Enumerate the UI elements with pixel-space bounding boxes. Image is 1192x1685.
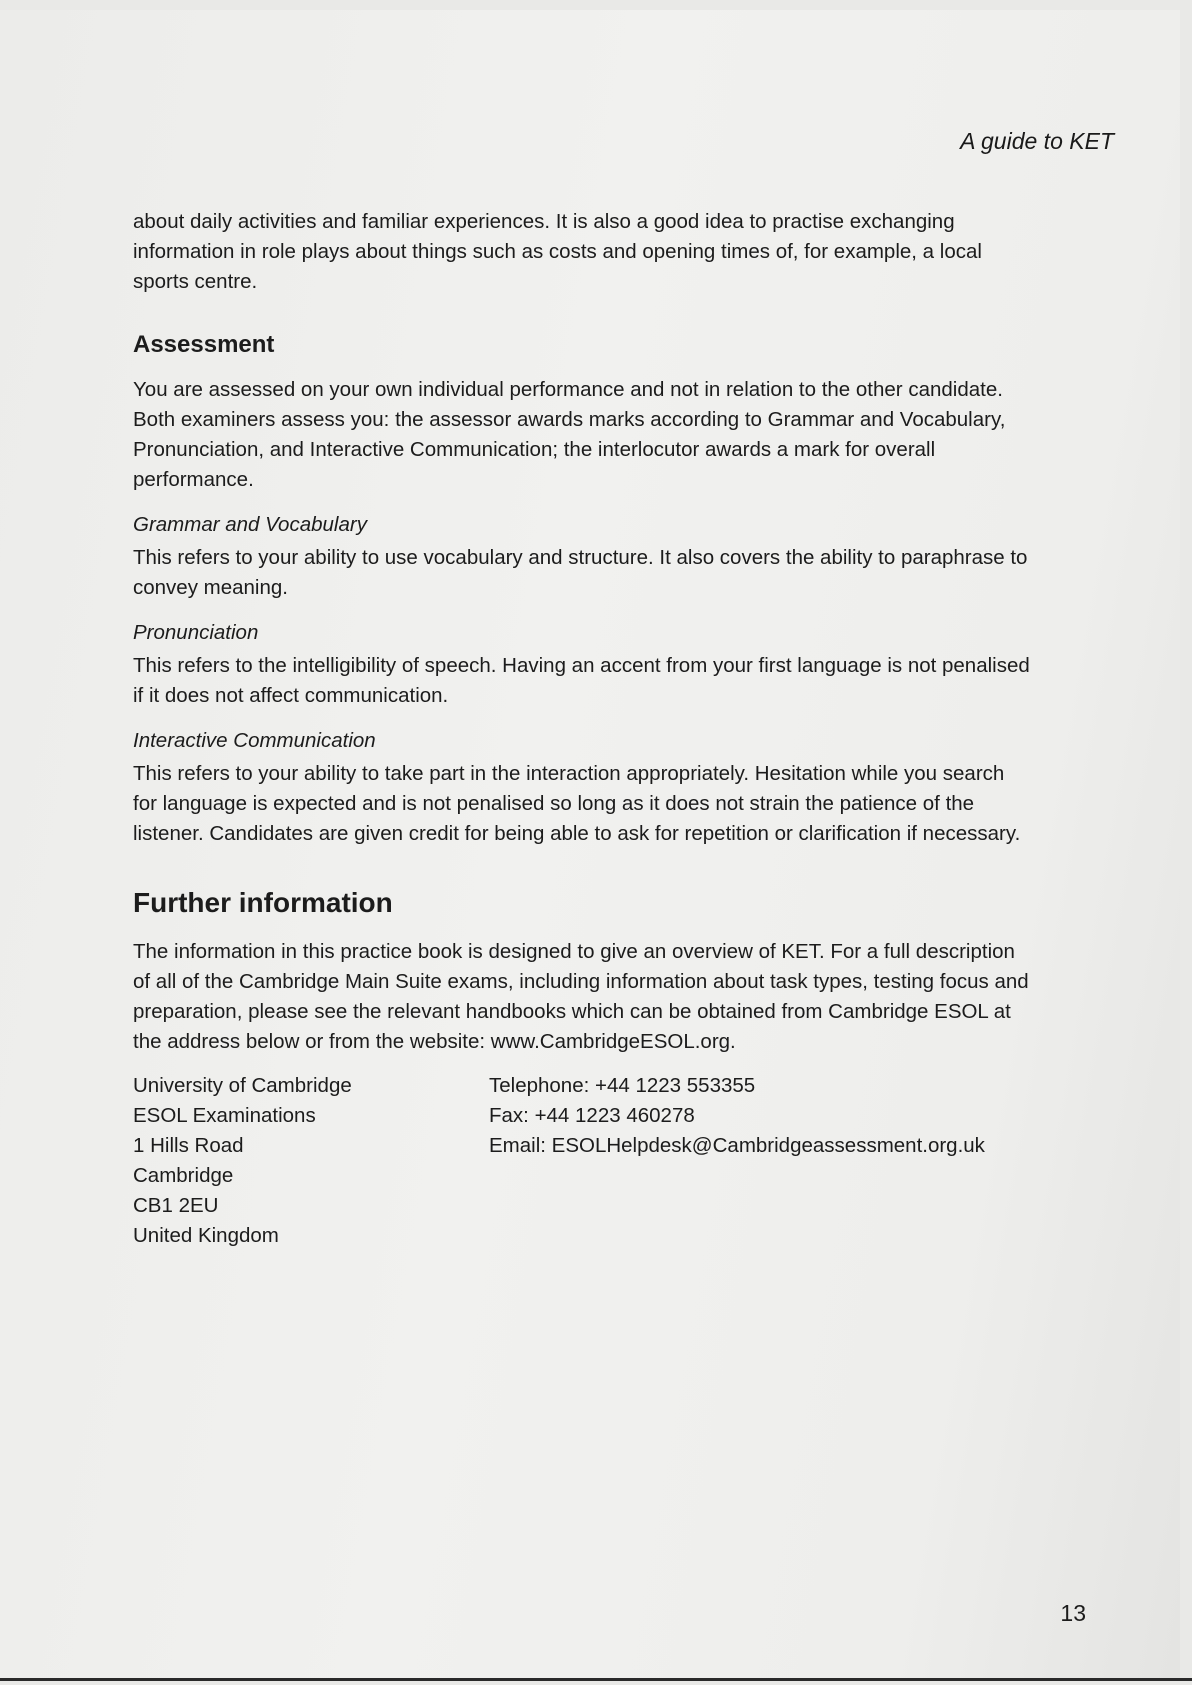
- page-content: [133, 207, 1033, 1251]
- postal-address: [133, 1071, 489, 1251]
- criterion-text-pronunciation: This refers to the intelligibility of speech. Having an accent from your first language is not penalised if it does not affect communication.: [133, 654, 1030, 707]
- address-line: Cambridge: [133, 1164, 234, 1187]
- assessment-paragraph: You are assessed on your own individual performance and not in relation to the other candidate. Both examiners assess you: the assessor awards marks according to Grammar and Vocabulary, Pronunciation, and Interactive Communication; the interlocutor awards a mark for overall performance.: [133, 378, 1006, 491]
- contact-block: [133, 1071, 1033, 1251]
- criterion-title-pronunciation: Pronunciation: [133, 621, 259, 644]
- further-information-paragraph: The information in this practice book is designed to give an overview of KET. For a full description of all of the Cambridge Main Suite exams, including information about task types, testing focus and preparation, please see the relevant handbooks which can be obtained from Cambridge ESOL at the address below or from the website: www.CambridgeESOL.org.: [133, 940, 1029, 1053]
- telephone: Telephone: +44 1223 553355: [489, 1074, 756, 1097]
- address-line: 1 Hills Road: [133, 1134, 244, 1157]
- criterion-text-grammar: This refers to your ability to use vocabulary and structure. It also covers the ability to paraphrase to convey meaning.: [133, 546, 1028, 599]
- criterion-title-interactive: Interactive Communication: [133, 729, 376, 752]
- address-line: University of Cambridge: [133, 1074, 352, 1097]
- running-title: A guide to KET: [960, 128, 1114, 154]
- criterion-text-interactive: This refers to your ability to take part in the interaction appropriately. Hesitation while you search for language is expected and is not penalised so long as it does not strain the patience of the listener. Candidates are given credit for being able to ask for repetition or clarification if necessary.: [133, 762, 1021, 845]
- criterion-title-grammar: Grammar and Vocabulary: [133, 513, 367, 536]
- assessment-heading: Assessment: [133, 331, 275, 358]
- further-information-heading: Further information: [133, 887, 393, 918]
- address-line: CB1 2EU: [133, 1194, 219, 1217]
- address-line: ESOL Examinations: [133, 1104, 316, 1127]
- intro-paragraph: about daily activities and familiar experiences. It is also a good idea to practise exchanging information in role plays about things such as costs and opening times of, for example, a local sports centre.: [133, 210, 982, 293]
- contact-details: [489, 1071, 1033, 1251]
- email: Email: ESOLHelpdesk@Cambridgeassessment.org.uk: [489, 1134, 985, 1157]
- page-edge-divider: [0, 1678, 1192, 1681]
- document-page: [0, 10, 1180, 1678]
- fax: Fax: +44 1223 460278: [489, 1104, 695, 1127]
- address-line: United Kingdom: [133, 1224, 279, 1247]
- page-number: 13: [1060, 1600, 1086, 1626]
